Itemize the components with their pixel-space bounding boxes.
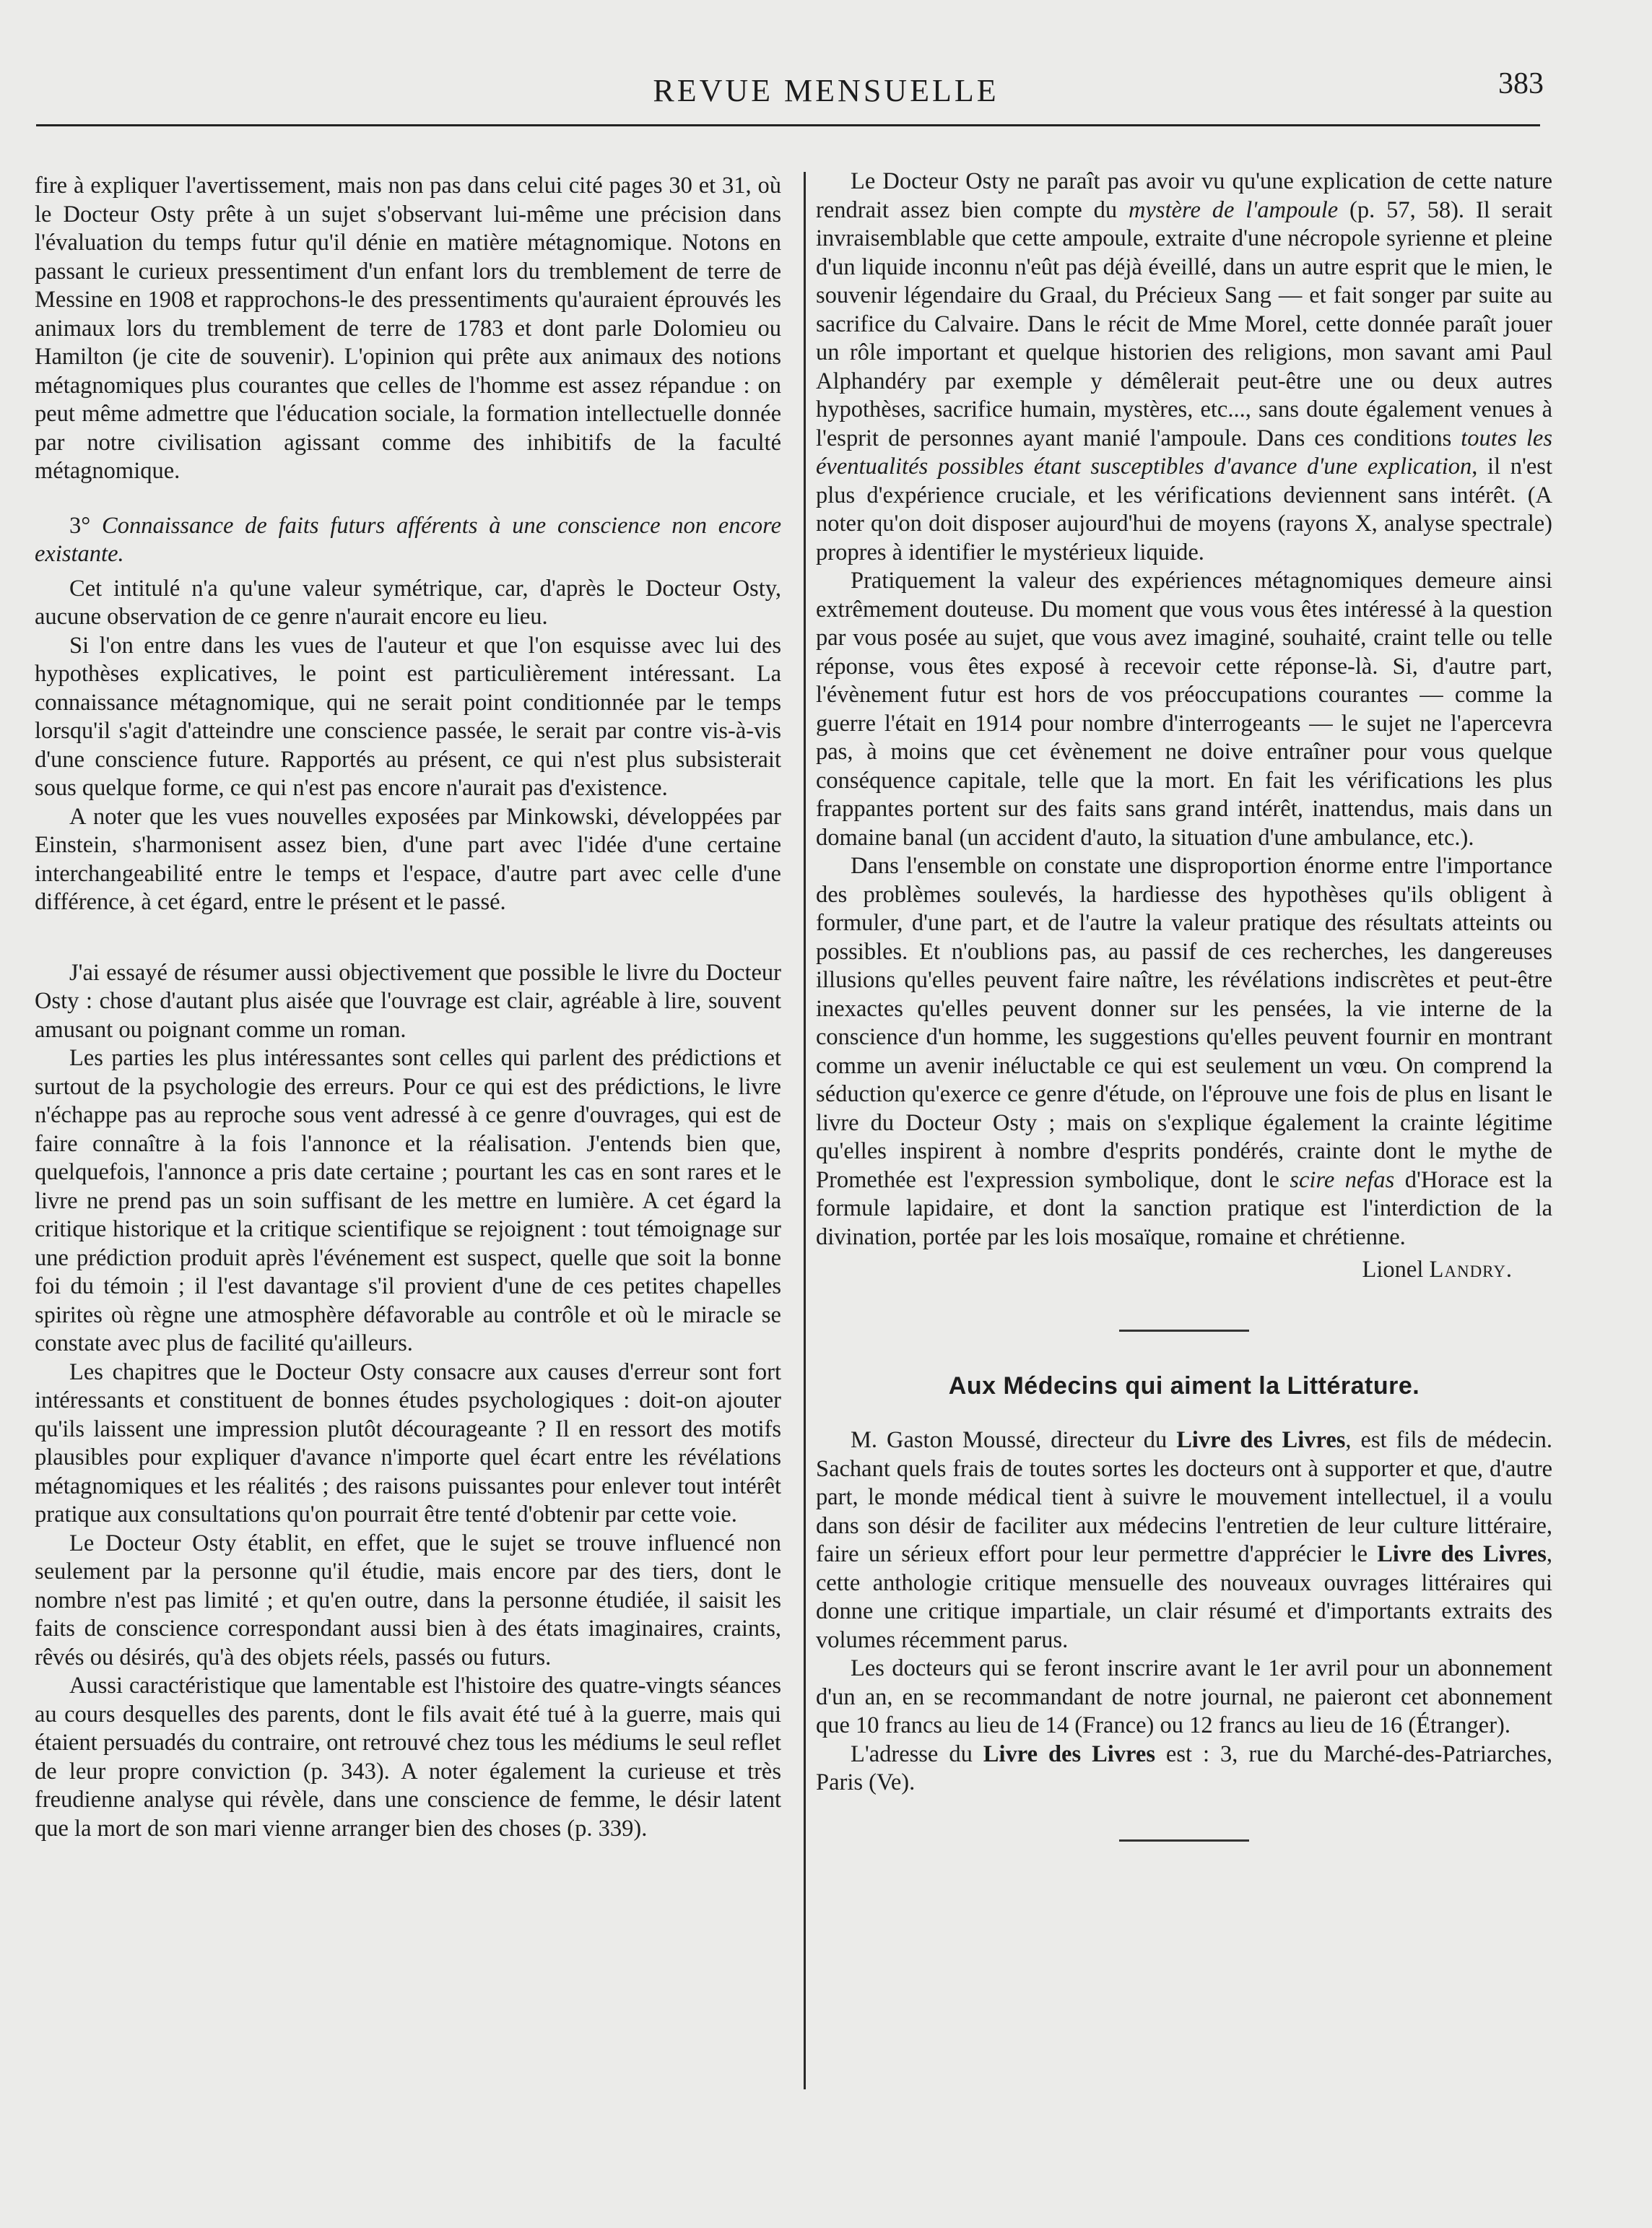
italic-run: mystère de l'ampoule	[1129, 196, 1339, 223]
text-run: , est fils de médecin. Sachant quels frais de toutes sortes les docteurs ont à supporter et que, d'autre part, le monde médical tient à suivre le mouvement intellectuel, il a voulu dans son désir de faciliter aux médecins l'entretien de leur culture littéraire, faire un sérieux effort pour leur permettre d'apprécier le	[816, 1427, 1552, 1567]
page-number: 383	[1498, 67, 1544, 100]
paragraph: Aussi caractéristique que lamentable est l'histoire des quatre-vingts séances au cours desquelles des parents, dont le fils avait été tué à la guerre, mais qui étaient persuadés du contraire, ont retrouvé chez tous les médiums le seul reflet de leur propre conviction (p. 343). A noter également la curieuse et très freudienne analyse qui révèle, dans une conscience de femme, le désir latent que la mort de son mari vienne arranger bien des choses (p. 339).	[35, 1673, 781, 1842]
section-title: Connaissance de faits futurs afférents à une conscience non encore existante.	[35, 512, 781, 567]
header-rule	[36, 124, 1540, 126]
section-gap	[35, 917, 781, 959]
text-run: , il n'est plus d'expérience cruciale, et les vérifications deviennent sans intérêt. (A noter qu'on doit disposer aujourd'hui de moyens (rayons X, analyse spectrale) propres à identifier le mystérieux liquide.	[816, 454, 1552, 565]
paragraph	[816, 1426, 1552, 1655]
column-divider	[804, 172, 806, 2089]
text-run: d'Horace est la formule lapidaire, et dont la sanction pratique est l'interdiction de la divination, portée par les lois mosaïque, romaine et chrétienne.	[816, 1166, 1552, 1250]
paragraph: Pratiquement la valeur des expériences métagnomiques demeure ainsi extrêmement douteuse. Du moment que vous vous êtes intéressé à la question par vous posée au sujet, que vous avez imaginé, souhaité, craint telle ou telle réponse, vous êtes exposé à recevoir cette réponse-là. Si, d'autre part, l'évènement futur est hors de vos préoccupations courantes — comme la guerre l'était en 1914 pour nombre d'interrogeants — le sujet ne l'apercevra pas, à moins que cet évènement ne doive entraîner pour vous quelque conséquence capitale, telle que la mort. En fait les vérifications les plus frappantes portent sur des faits sans grand intérêt, inattendus, mais dans un domaine banal (un accident d'auto, la situation d'une ambulance, etc.).	[816, 568, 1552, 851]
author-signature	[816, 1256, 1552, 1285]
paragraph: fire à expliquer l'avertissement, mais non pas dans celui cité pages 30 et 31, où le Docteur Osty prête à un sujet s'observant lui-même une précision dans l'évaluation du temps futur qu'il dénie en matière métagnomique. Notons en passant le curieux pressentiment d'un enfant lors du tremblement de terre de Messine en 1908 et rapprochons-le des pressentiments qu'auraient éprouvés les animaux lors du tremblement de terre de 1783 et dont parle Dolomieu ou Hamilton (je cite de souvenir). L'opinion qui prête aux animaux des notions métagnomiques plus courantes que celles de l'homme est assez répandue : on peut même admettre que l'éducation sociale, la formation intellectuelle donnée par notre civilisation agissant comme des inhibitifs de la faculté métagnomique.	[35, 173, 781, 484]
paragraph: Les docteurs qui se feront inscrire avant le 1er avril pour un abonnement d'un an, en se recommandant de notre journal, ne paieront cet abonnement que 10 francs au lieu de 14 (France) ou 12 francs au lieu de 16 (Étranger).	[816, 1655, 1552, 1738]
paragraph: Les parties les plus intéressantes sont celles qui parlent des prédictions et surtout de la psychologie des erreurs. Pour ce qui est des prédictions, le livre n'échappe pas au reproche sous vent adressé à ce genre d'ouvrages, qui est de faire connaître à la fois l'annonce et la réalisation. J'entends bien que, quelquefois, l'annonce a pris date certaine ; pourtant les cas en sont rares et le livre ne prend pas un soin suffisant de les mettre en lumière. A cet égard la critique historique et la critique scientifique se rejoignent : tout témoignage sur une prédiction produit après l'événement est suspect, quelle que soit la bonne foi du témoin ; il l'est davantage s'il provient d'une de ces petites chapelles spirites où règne une atmosphère défavorable au contrôle et où le miracle se constate avec plus de facilité qu'ailleurs.	[35, 1045, 781, 1356]
text-run: M. Gaston Moussé, directeur du	[851, 1427, 1177, 1453]
text-run: L'adresse du	[851, 1741, 983, 1767]
text-run: , cette anthologie critique mensuelle des nouveaux ouvrages littéraires qui donne une critique impartiale, un clair résumé et d'importants extraits des volumes récemment parus.	[816, 1541, 1552, 1653]
section-heading	[35, 512, 781, 569]
paragraph: Si l'on entre dans les vues de l'auteur et que l'on esquisse avec lui des hypothèses explicatives, le point est particulièrement intéressant. La connaissance métagnomique, qui ne serait point conditionnée par le temps lorsqu'il s'agit d'atteindre une conscience passée, le serait par contre vis-à-vis d'une conscience future. Rapportés au présent, ce qui n'est plus subsisterait sous quelque forme, ce qui n'est pas encore n'aurait pas d'existence.	[35, 632, 781, 801]
italic-run: scire nefas	[1290, 1166, 1395, 1193]
italic-run: toutes les éventualités possibles étant susceptibles d'avance d'une explication	[816, 425, 1552, 480]
left-column	[35, 172, 781, 1843]
author-first-name: Lionel	[1362, 1257, 1424, 1283]
paragraph	[816, 1741, 1552, 1798]
paragraph: Cet intitulé n'a qu'une valeur symétrique, car, d'après le Docteur Osty, aucune observation de ce genre n'aurait encore eu lieu.	[35, 575, 781, 630]
section-number: 3°	[69, 512, 91, 539]
right-column	[816, 168, 1552, 1842]
bold-run: Livre des Livres	[1176, 1427, 1346, 1453]
paragraph	[816, 168, 1552, 567]
paragraph: Le Docteur Osty établit, en effet, que le sujet se trouve influencé non seulement par la personne qu'il étudie, mais encore par des tiers, dont le nombre n'est pas limité ; et qu'en outre, dans la personne étudiée, il saisit les faits de conscience correspondant aussi bien à des états imaginaires, craints, rêvés ou désirés, qu'à des objets réels, passés ou futurs.	[35, 1530, 781, 1670]
paragraph: J'ai essayé de résumer aussi objectivement que possible le livre du Docteur Osty : chose d'autant plus aisée que l'ouvrage est clair, agréable à lire, souvent amusant ou poignant comme un roman.	[35, 959, 781, 1043]
paragraph: A noter que les vues nouvelles exposées par Minkowski, développées par Einstein, s'harmonisent assez bien, d'une part avec l'idée d'une certaine interchangeabilité entre le temps et l'espace, d'autre part avec celle d'une différence, à cet égard, entre le présent et le passé.	[35, 803, 781, 915]
notice-title: Aux Médecins qui aiment la Littérature.	[948, 1371, 1420, 1400]
separator-rule	[1119, 1330, 1249, 1332]
separator-rule	[1119, 1839, 1249, 1842]
text-run: Le Docteur Osty ne paraît pas avoir vu qu'une explication de cette nature rendrait assez bien compte du	[816, 168, 1552, 223]
bold-run: Livre des Livres	[983, 1741, 1155, 1767]
text-run: Dans l'ensemble on constate une disproportion énorme entre l'importance des problèmes soulevés, la hardiesse des hypothèses qu'ils obligent à formuler, d'une part, et de l'autre la valeur pratique des résultats atteints ou possibles. Et n'oublions pas, au passif de ces recherches, les dangereuses illusions qu'elles peuvent faire naître, les révélations indiscrètes et peut-être inexactes qu'elles peuvent donner sur les pensées, la vie interne de la conscience d'un homme, les suggestions qu'elles peuvent fournir en montrant comme un avenir inéluctable ce qui est seulement un vœu. On comprend la séduction qu'exerce ce genre d'étude, on l'éprouve une fois de plus en lisant le livre du Docteur Osty ; mais on s'explique également la crainte légitime qu'elles inspirent à nombre d'esprits pondérés, crainte dont le mythe de Promethée est l'expression symbolique, dont le	[816, 853, 1552, 1193]
bold-run: Livre des Livres	[1377, 1541, 1547, 1567]
author-last-name: Landry.	[1429, 1257, 1513, 1283]
paragraph	[816, 852, 1552, 1252]
paragraph: Les chapitres que le Docteur Osty consacre aux causes d'erreur sont fort intéressants et constituent de bonnes études psychologiques : doit-on ajouter qu'ils laissent une impression plutôt décourageante ? Il en ressort des motifs plausibles pour expliquer d'avance n'importe quel écart entre les révélations métagnomiques et les réalités ; des raisons puissantes pour enlever tout intérêt pratique aux consultations qu'on pourrait être tenté d'obtenir par cette voie.	[35, 1358, 781, 1527]
text-run: est : 3, rue du Marché-des-Patriarches, Paris (Ve).	[816, 1741, 1552, 1795]
text-run: (p. 57, 58). Il serait invraisemblable que cette ampoule, extraite d'une nécropole syrienne et pleine d'un liquide inconnu n'eût pas déjà éveillé, dans un autre esprit que le mien, le souvenir légendaire du Graal, du Précieux Sang — et fait songer par suite au sacrifice du Calvaire. Dans le récit de Mme Morel, cette donnée paraît jouer un rôle important et quelque historien des religions, mon savant ami Paul Alphandéry par exemple y démêlerait peut-être une ou deux autres hypothèses, sacrifice humain, mystères, etc..., sans doute également venues à l'esprit de personnes ayant manié l'ampoule. Dans ces conditions	[816, 196, 1552, 451]
running-head-title: REVUE MENSUELLE	[653, 73, 999, 108]
